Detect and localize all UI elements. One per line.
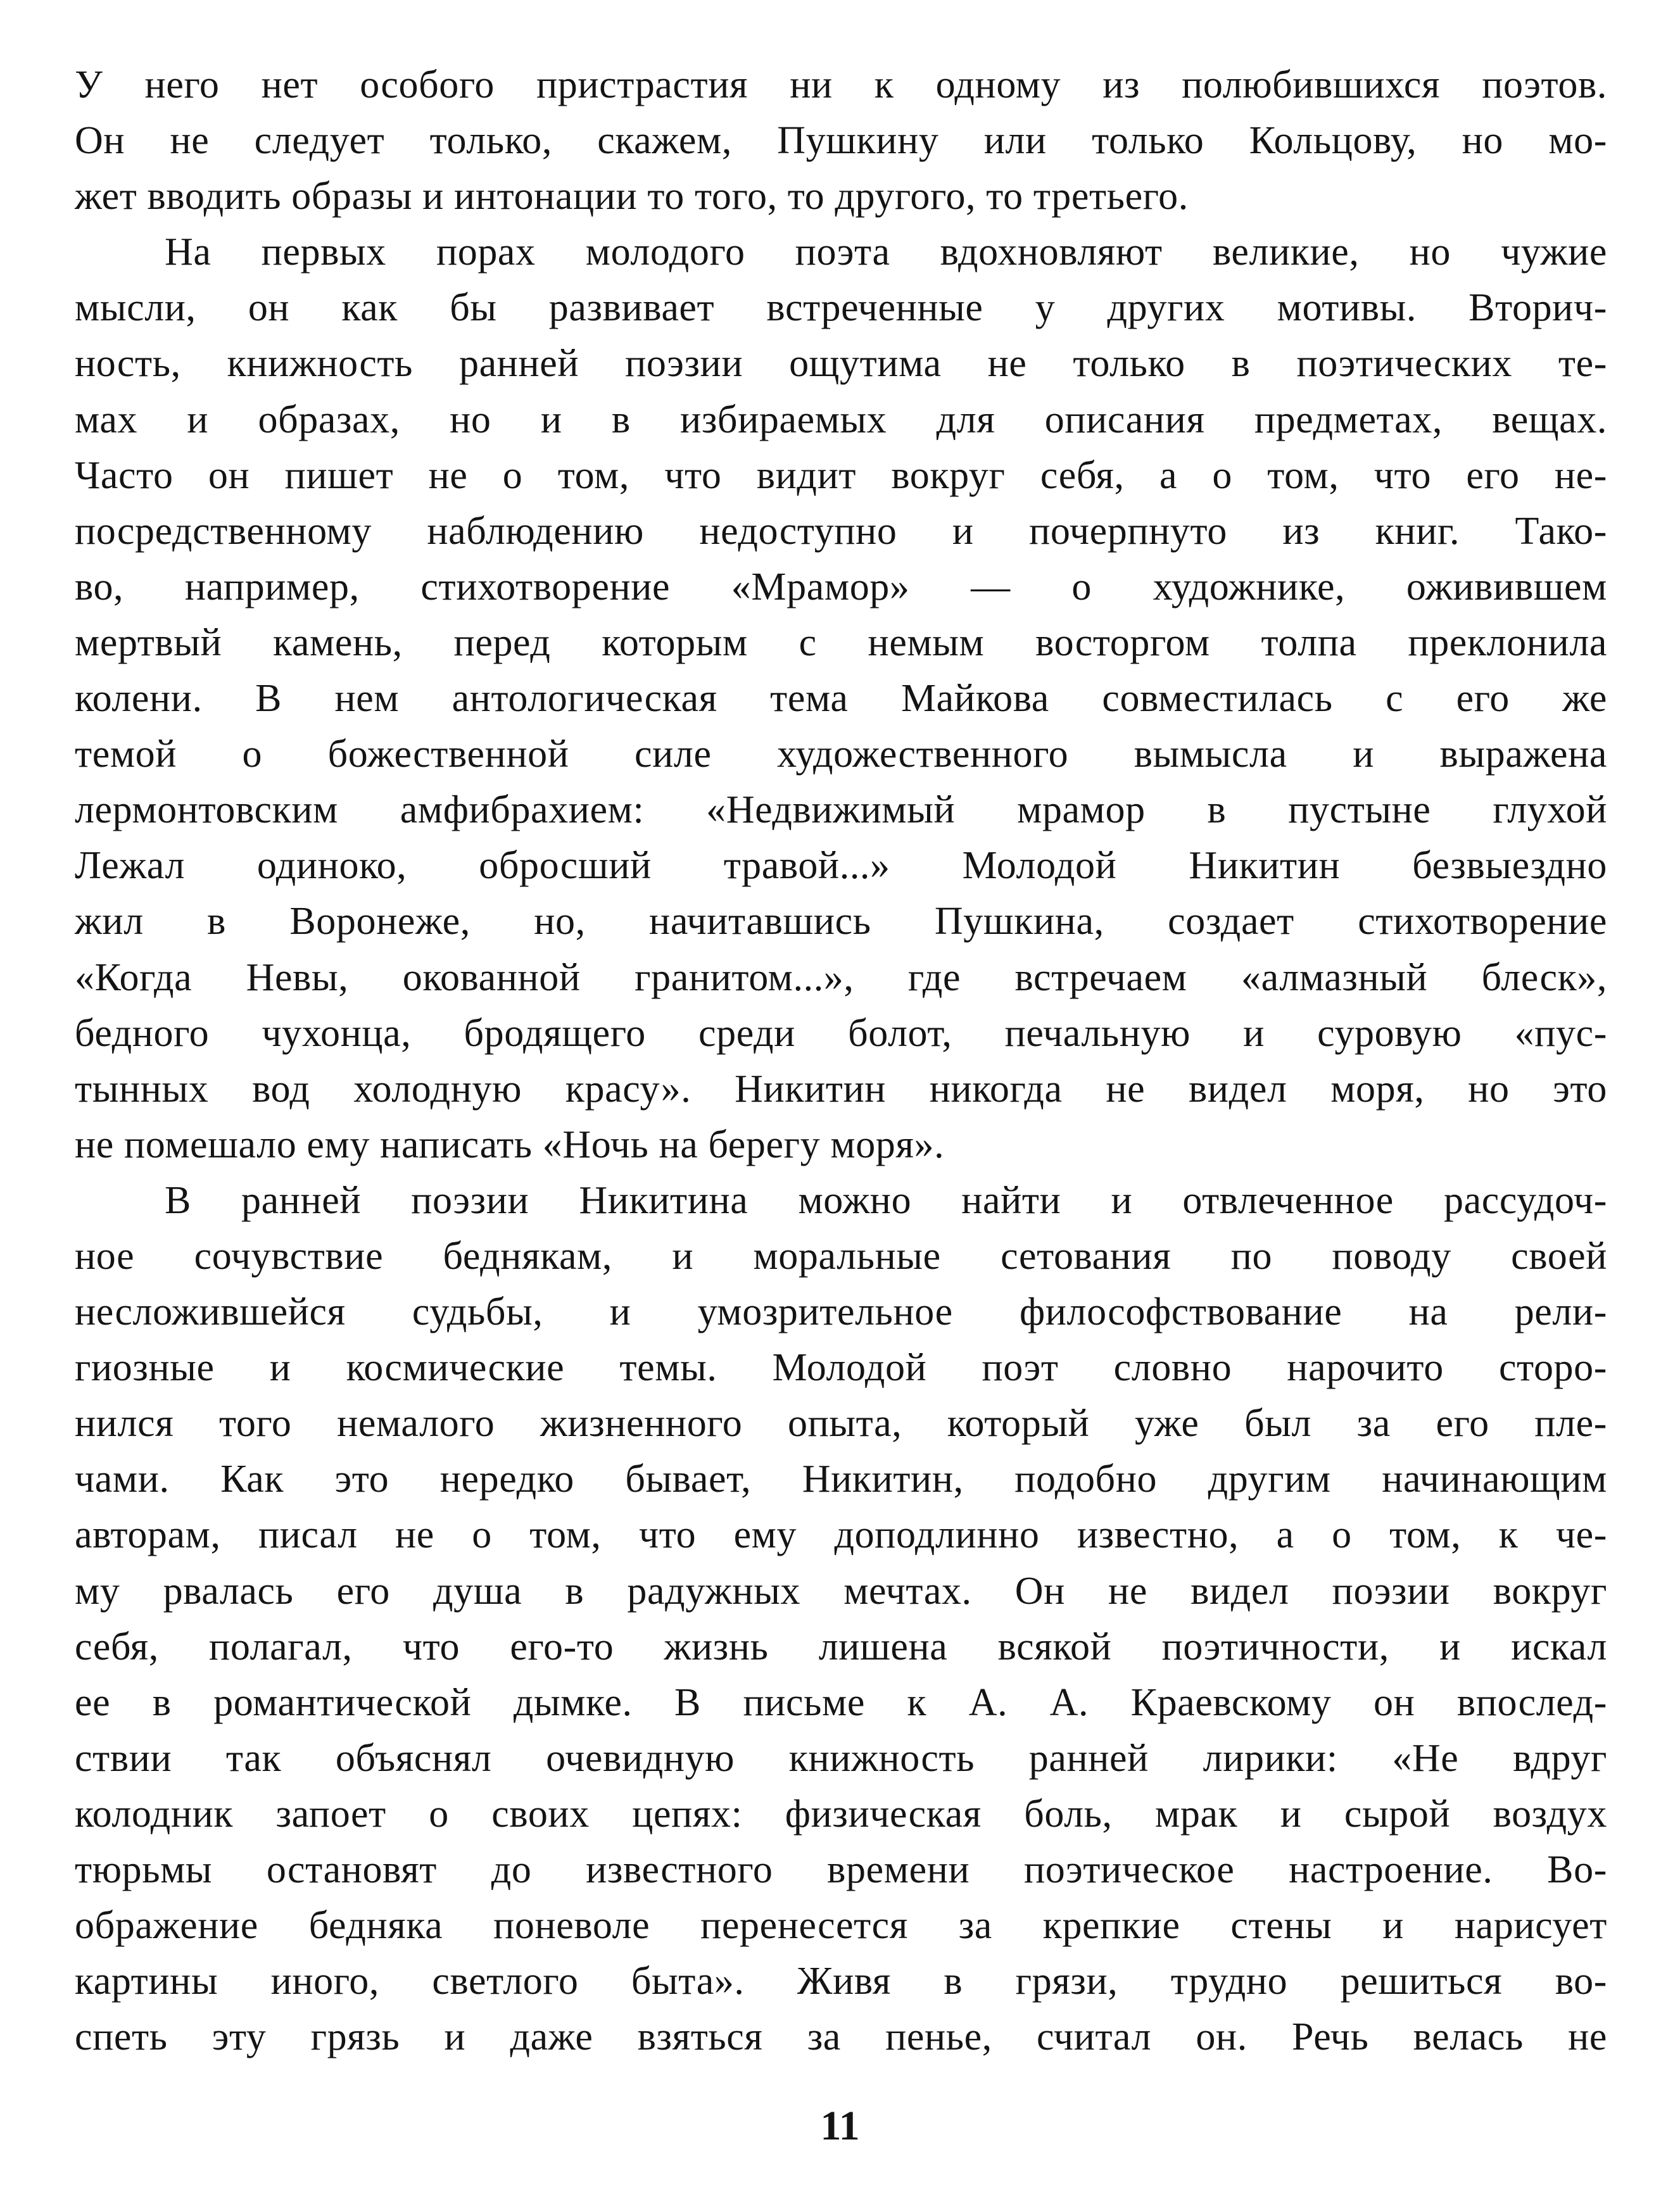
text-line: спеть эту грязь и даже взяться за пенье, считал он. Речь велась не <box>75 2015 1607 2059</box>
text-line: мах и образах, но и в избираемых для описания предметах, вещах. <box>75 398 1607 441</box>
text-line: ствии так объяснял очевидную книжность ранней лирики: «Не вдруг <box>75 1736 1607 1780</box>
text-line: Лежал одиноко, обросший травой...» Молодой Никитин безвыездно <box>75 844 1607 888</box>
text-line: темой о божественной силе художественного вымысла и выражена <box>75 733 1607 776</box>
text-line: ное сочувствие беднякам, и моральные сетования по поводу своей <box>75 1234 1607 1278</box>
text-line: ображение бедняка поневоле перенесется за крепкие стены и нарисует <box>75 1904 1607 1948</box>
text-line: авторам, писал не о том, что ему доподлинно известно, а о том, к че- <box>75 1513 1607 1557</box>
text-line: тынных вод холодную красу». Никитин никогда не видел моря, но это <box>75 1067 1607 1111</box>
page-number: 11 <box>820 2103 860 2149</box>
paragraph-start-line: На первых порах молодого поэта вдохновляют великие, но чужие <box>165 230 1607 274</box>
text-line: гиозные и космические темы. Молодой поэт словно нарочито сторо- <box>75 1346 1607 1390</box>
text-line: Он не следует только, скажем, Пушкину или только Кольцову, но мо- <box>75 119 1607 163</box>
text-line: жил в Воронеже, но, начитавшись Пушкина, создает стихотворение <box>75 900 1607 943</box>
text-line: посредственному наблюдению недоступно и почерпнуто из книг. Тако- <box>75 509 1607 553</box>
text-line: нился того немалого жизненного опыта, который уже был за его пле- <box>75 1402 1607 1446</box>
paragraph-start-line: В ранней поэзии Никитина можно найти и отвлеченное рассудоч- <box>165 1178 1607 1222</box>
text-line: ность, книжность ранней поэзии ощутима не только в поэтических те- <box>75 342 1607 386</box>
text-line: картины иного, светлого быта». Живя в грязи, трудно решиться во- <box>75 1960 1607 2003</box>
text-line: не помешало ему написать «Ночь на берегу моря». <box>75 1123 945 1166</box>
text-line: ее в романтической дымке. В письме к А. А. Краевскому он впослед- <box>75 1680 1607 1724</box>
text-line: колени. В нем антологическая тема Майкова совместилась с его же <box>75 677 1607 721</box>
text-line: во, например, стихотворение «Мрамор» — о художнике, оживившем <box>75 565 1607 608</box>
text-line: себя, полагал, что его-то жизнь лишена всякой поэтичности, и искал <box>75 1625 1607 1668</box>
text-line: «Когда Невы, окованной гранитом...», где встречаем «алмазный блеск», <box>75 955 1607 999</box>
text-line: чами. Как это нередко бывает, Никитин, подобно другим начинающим <box>75 1458 1607 1501</box>
text-line: тюрьмы остановят до известного времени поэтическое настроение. Во- <box>75 1848 1607 1891</box>
text-line: колодник запоет о своих цепях: физическая боль, мрак и сырой воздух <box>75 1792 1607 1836</box>
text-line: мертвый камень, перед которым с немым восторгом толпа преклонила <box>75 621 1607 664</box>
text-line: лермонтовским амфибрахием: «Недвижимый мрамор в пустыне глухой <box>75 788 1607 832</box>
body-text <box>75 57 1607 2065</box>
text-line: несложившейся судьбы, и умозрительное философствование на рели- <box>75 1290 1607 1334</box>
text-line: му рвалась его душа в радужных мечтах. Он не видел поэзии вокруг <box>75 1569 1607 1613</box>
text-line: жет вводить образы и интонации то того, то другого, то третьего. <box>75 175 1189 218</box>
text-line: мысли, он как бы развивает встреченные у других мотивы. Вторич- <box>75 286 1607 330</box>
text-line: Часто он пишет не о том, что видит вокруг себя, а о том, что его не- <box>75 453 1607 497</box>
text-line: У него нет особого пристрастия ни к одному из полюбившихся поэтов. <box>75 63 1607 106</box>
text-line: бедного чухонца, бродящего среди болот, печальную и суровую «пус- <box>75 1011 1607 1055</box>
